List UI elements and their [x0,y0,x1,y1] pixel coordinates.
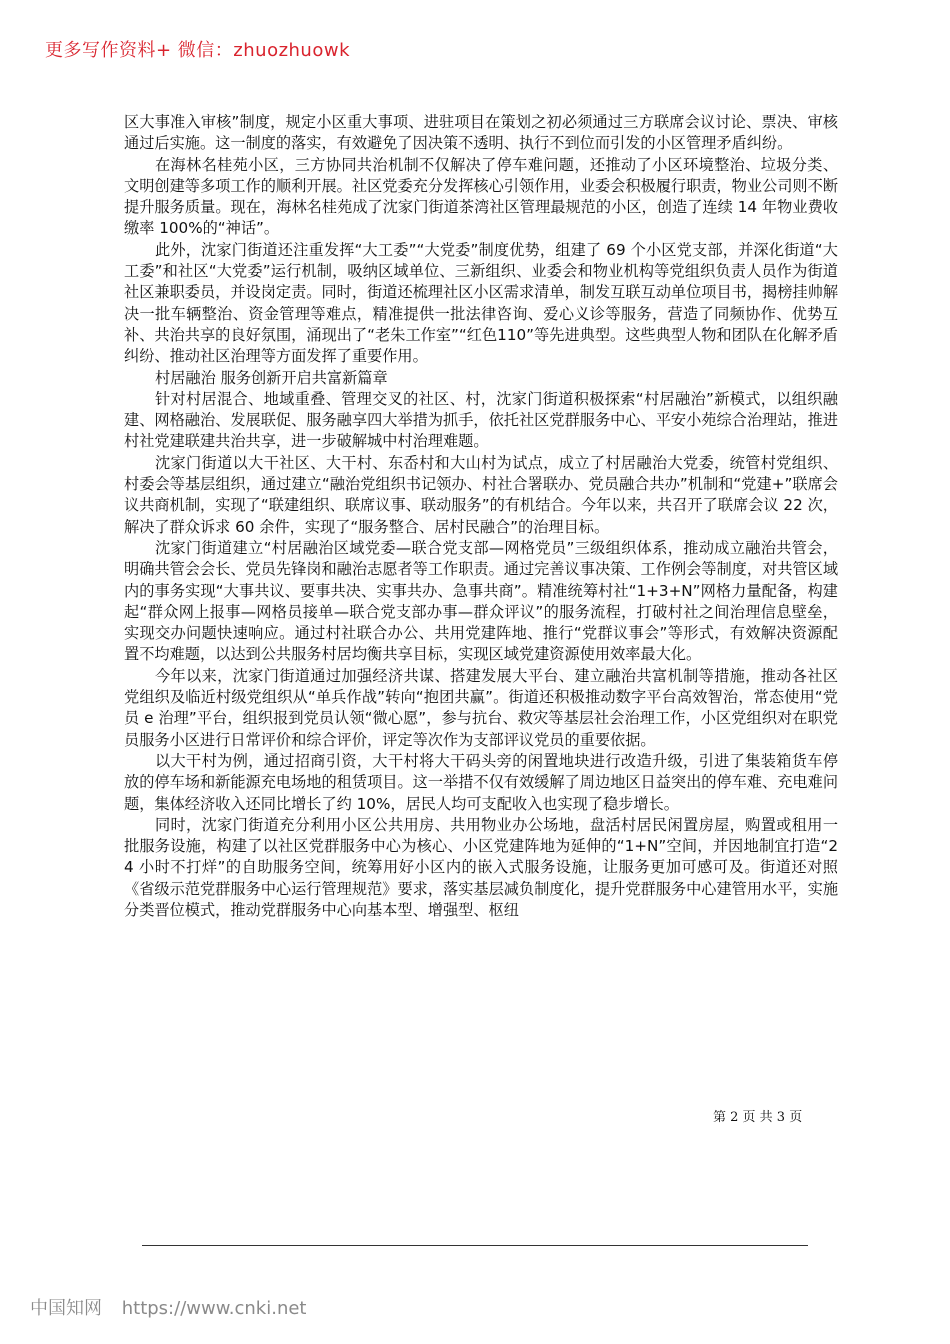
document-body [124,112,838,921]
paragraph-2: 在海林名桂苑小区，三方协同共治机制不仅解决了停车难问题，还推动了小区环境整治、垃圾分类、文明创建等多项工作的顺利开展。社区党委充分发挥核心引领作用，业委会积极履行职责，物业公司则不断提升服务质量。现在，海林名桂苑成了沈家门街道茶湾社区管理最规范的小区，创造了连续 14 年物业费收缴率 100%的“神话”。 [124,155,838,238]
paragraph-6: 沈家门街道建立“村居融治区域党委—联合党支部—网格党员”三级组织体系，推动成立融治共管会，明确共管会会长、党员先锋岗和融治志愿者等工作职责。通过完善议事决策、工作例会等制度，对共管区域内的事务实现“大事共议、要事共决、实事共办、急事共商”。精准统筹村社“1+3+N”网格力量配备，构建起“群众网上报事—网格员接单—联合党支部办事—群众评议”的服务流程，打破村社之间治理信息壁垒，实现交办问题快速响应。通过村社联合办公、共用党建阵地、推行“党群议事会”等形式，有效解决资源配置不均难题，以达到公共服务村居均衡共享目标，实现区域党建资源使用效率最大化。 [124,538,838,664]
watermark-url: https://www.cnki.net [121,1298,307,1319]
watermark [30,1294,320,1320]
header-promo-text: 更多写作资料+ 微信：zhuozhuowk [45,40,351,61]
paragraph-5: 沈家门街道以大干社区、大干村、东岙村和大山村为试点，成立了村居融治大党委，统管村党组织、村委会等基层组织，通过建立“融治党组织书记领办、村社合署联办、党员融合共办”机制和“党建+”联席会议共商机制，实现了“联建组织、联席议事、联动服务”的有机结合。今年以来，共召开了联席会议 22 次，解决了群众诉求 60 余件，实现了“服务整合、居村民融合”的治理目标。 [124,453,838,536]
paragraph-9: 同时，沈家门街道充分利用小区公共用房、共用物业办公场地，盘活村居民闲置房屋，购置或租用一批服务设施，构建了以社区党群服务中心为核心、小区党建阵地为延伸的“1+N”空间，并因地制宜打造“24 小时不打烊”的自助服务空间，统筹用好小区内的嵌入式服务设施，让服务更加可感可及。街道还对照《省级示范党群服务中心运行管理规范》要求，落实基层减负制度化，提升党群服务中心建管用水平，实施分类晋位模式，推动党群服务中心向基本型、增强型、枢纽 [124,815,838,919]
paragraph-3: 此外，沈家门街道还注重发挥“大工委”“大党委”制度优势，组建了 69 个小区党支部，并深化街道“大工委”和社区“大党委”运行机制，吸纳区域单位、三新组织、业委会和物业机构等党组织负责人员作为街道社区兼职委员，并设岗定责。同时，街道还梳理社区小区需求清单，制发互联互动单位项目书，揭榜挂帅解决一批车辆整治、资金管理等难点，精准提供一批法律咨询、爱心义诊等服务，营造了同频协作、优势互补、共治共享的良好氛围，涌现出了“老朱工作室”“红色110”等先进典型。这些典型人物和团队在化解矛盾纠纷、推动社区治理等方面发挥了重要作用。 [124,240,838,366]
paragraph-4: 针对村居混合、地域重叠、管理交叉的社区、村，沈家门街道积极探索“村居融治”新模式，以组织融建、网格融治、发展联促、服务融享四大举措为抓手，依托社区党群服务中心、平安小苑综合治理站，推进村社党建联建共治共享，进一步破解城中村治理难题。 [124,389,838,451]
paragraph-1: 区大事准入审核”制度，规定小区重大事项、进驻项目在策划之初必须通过三方联席会议讨论、票决、审核通过后实施。这一制度的落实，有效避免了因决策不透明、执行不到位而引发的小区管理矛盾纠纷。 [124,113,838,153]
watermark-site-name: 中国知网 [30,1298,102,1319]
paragraph-7: 今年以来，沈家门街道通过加强经济共谋、搭建发展大平台、建立融治共富机制等措施，推动各社区党组织及临近村级党组织从“单兵作战”转向“抱团共赢”。街道还积极推动数字平台高效智治，常态使用“党员 e 治理”平台，组织报到党员认领“微心愿”，参与抗台、救灾等基层社会治理工作，小区党组织对在职党员服务小区进行日常评价和综合评价，评定等次作为支部评议党员的重要依据。 [124,666,838,749]
paragraph-8: 以大干村为例，通过招商引资，大干村将大干码头旁的闲置地块进行改造升级，引进了集装箱货车停放的停车场和新能源充电场地的租赁项目。这一举措不仅有效缓解了周边地区日益突出的停车难、充电难问题，集体经济收入还同比增长了约 10%，居民人均可支配收入也实现了稳步增长。 [124,751,838,813]
footer-divider [142,1245,808,1246]
page-number: 第 2 页 共 3 页 [713,1110,803,1125]
section-heading: 村居融治 服务创新开启共富新篇章 [155,368,388,387]
